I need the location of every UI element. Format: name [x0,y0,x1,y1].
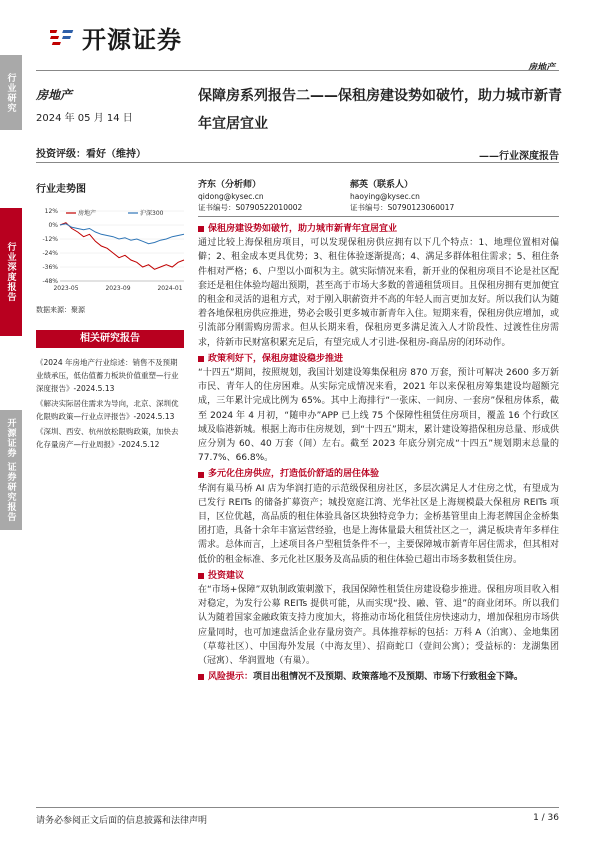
related-reports-list [36,356,184,453]
analyst-card [198,180,348,213]
y-tick-label: -12% [42,236,58,243]
bullet-icon [198,573,204,579]
contact-name: 郝英（联系人） [350,180,414,190]
logo-mark-icon [50,28,76,48]
series-line-1 [60,224,184,244]
x-tick-label: 2023-05 [53,285,79,292]
report-type: ——行业深度报告 [479,151,559,162]
related-reports-title: 相关研究报告 [36,330,184,348]
analyst-divider [198,216,559,217]
side-tab-securities-report: 开源证券 证券研究报告 [0,410,22,530]
legend-label-0: 房地产 [78,210,97,217]
section-heading: 保租房建设势如破竹，助力城市新青年宜居宜业 [198,222,559,236]
y-tick-label: 12% [44,208,58,215]
bullet-icon [198,356,204,362]
header-divider [36,70,559,71]
industry-trend-chart [36,205,186,295]
y-tick-label: -36% [42,264,58,271]
investment-rating: 投资评级：看好（维持） [36,149,146,160]
contact-email[interactable]: haoying@kysec.cn [350,192,420,201]
side-tab-industry-research: 行业研究 [0,55,22,130]
company-logo [50,20,182,55]
section-paragraph: 通过比较上海保租房项目，可以发现保租房供应拥有以下几个特点：1、地理位置相对偏僻；2、租金成本更具优势；3、租住体验逐渐提高；4、满足多群体租住需求；5、租住条件相对严格；6、户型以小面积为主。就实际情况来看，新开业的保租房项目不论是社区配套还是租住体验均超出预期，甚至高于市场大多数的普通租赁项目。且保租房拥有更加便宜的租金和灵活的退租方式，对于刚入职薪资并不高的年轻人而言更加友好。所以我们认为随着各地保租房供应推进，势必会吸引更多城市新青年入住。短期来看，保租房供应增加，或引流部分刚需购房需求。但从长期来看，保租房更多满足流入人才阶段性、过渡性住房需求，待新市民财富积累充足后，有望完成人才引进-保租房-商品房的闭环动作。 [198,238,559,348]
section-paragraph: 在“市场+保障”双轨制政策刺激下，我国保障性租赁住房建设稳步推进。保租房项目收入相对稳定，为发行公募 REITs 提供可能，从而实现“投、融、管、退”的商业闭环。所以我们认为随着国家金融政策支持力度加大，将推动市场化租赁住房快速动力，增加保租房市场供应量同时，也可加速盘活企业存量房资产。具体推荐标的包括：万科 A（泊寓）、金地集团（草莓社区）、中国海外发展（中海友里）、招商蛇口（壹间公寓）；受益标的：龙湖集团（冠寓）、华润置地（有巢）。 [198,585,559,667]
related-report-item[interactable]: 《2024 年房地产行业综述：销售不及预期业绩承压，低估值蓄力板块价值重塑—行业深度报告》-2024.5.13 [36,358,179,393]
page-number: 1 / 36 [533,813,559,823]
legend-label-1: 沪深300 [140,210,164,217]
bullet-icon [198,226,204,232]
related-report-item[interactable]: 《解决实际居住需求为导向，北京、深圳优化限购政策—行业点评报告》-2024.5.13 [36,399,179,421]
section-heading: 政策利好下，保租房建设稳步推进 [198,352,559,366]
x-tick-label: 2023-09 [105,285,131,292]
analyst-name: 齐东（分析师） [198,180,262,190]
side-tab-deep-report: 行业深度报告 [0,208,22,336]
related-report-item[interactable]: 《深圳、西安、杭州放松限购政策，加快去化存量房产—行业周报》-2024.5.12 [36,427,179,449]
trend-chart-title: 行业走势图 [36,184,86,195]
footer-divider [36,807,559,808]
section-heading: 多元化住房供应，打造低价舒适的居住体验 [198,467,559,481]
data-source: 数据来源：聚源 [36,306,85,314]
section-paragraph: “十四五”期间，按照规划，我国计划建设筹集保租房 870 万套，预计可解决 2600 多万新市民、青年人的住房困难。从实际完成情况来看，2021 年以来保租房筹集建设均超额完成，三年累计完成比例为 65%。其中上海排行“一张床、一间房、一套房”保租房体系，截至 2024 年 4 月初，“随申办”APP 已上线 75 个保障性租赁住房项目，覆盖 16 个行政区域及临港新城。根据上海市住房规划，到“十四五”期末，累计建设筹措保租房总量、形成供应分别为 60、40 万套（间）左右。截至 2023 年底分别完成“十四五”规划期末总量的 77.7%、66.8%。 [198,368,559,464]
section-paragraph: 华润有巢马桥 AI 店为华润打造的示范级保租房社区，多层次满足人才住房之忧，有望成为已发行 REITs 的储备扩募资产；城投宽庭江湾、光华社区是上海规模最大保租房 REITs 项目，区位优越，高品质的租住体验具备区块独特竞争力；金桥基管里由上海老牌国企金桥集团打造，具备十余年丰富运营经验，也是上海体量最大租赁社区之一，满足板块青年多样住需求。总体而言，上述项目各户型租赁条件不一，主要保障城市新青年居住需求，但其相对低价的租金标准、多元化社区服务及高品质的租住体验已超出市场多数租赁住房。 [198,483,559,565]
section-heading: 投资建议 [198,569,559,583]
series-line-0 [60,223,184,270]
y-tick-label: 0% [48,222,58,229]
report-date: 2024 年 05 月 14 日 [36,113,133,124]
contact-card [350,180,500,213]
analyst-email[interactable]: qidong@kysec.cn [198,192,264,201]
header-sector-tag: 房地产 [527,63,555,73]
contact-cert: 证书编号：S0790123060017 [350,203,455,212]
risk-warning: 风险提示： 项目出租情况不及预期、政策落地不及预期、市场下行致租金下降。 [198,670,559,684]
sector-name: 房地产 [36,88,73,102]
y-tick-label: -24% [42,250,58,257]
bullet-icon [198,674,204,680]
report-title: 保障房系列报告二——保租房建设势如破竹，助力城市新青年宜居宜业 [198,88,562,132]
left-info-panel [36,86,184,124]
analyst-cert: 证书编号：S0790522010002 [198,203,303,212]
y-tick-label: -48% [42,278,58,285]
disclaimer-note: 请务必参阅正文后面的信息披露和法律声明 [36,816,208,826]
logo-text: 开源证券 [82,26,182,54]
report-body [198,220,559,685]
x-tick-label: 2024-01 [157,285,183,292]
bullet-icon [198,472,204,478]
rating-divider [36,162,559,163]
